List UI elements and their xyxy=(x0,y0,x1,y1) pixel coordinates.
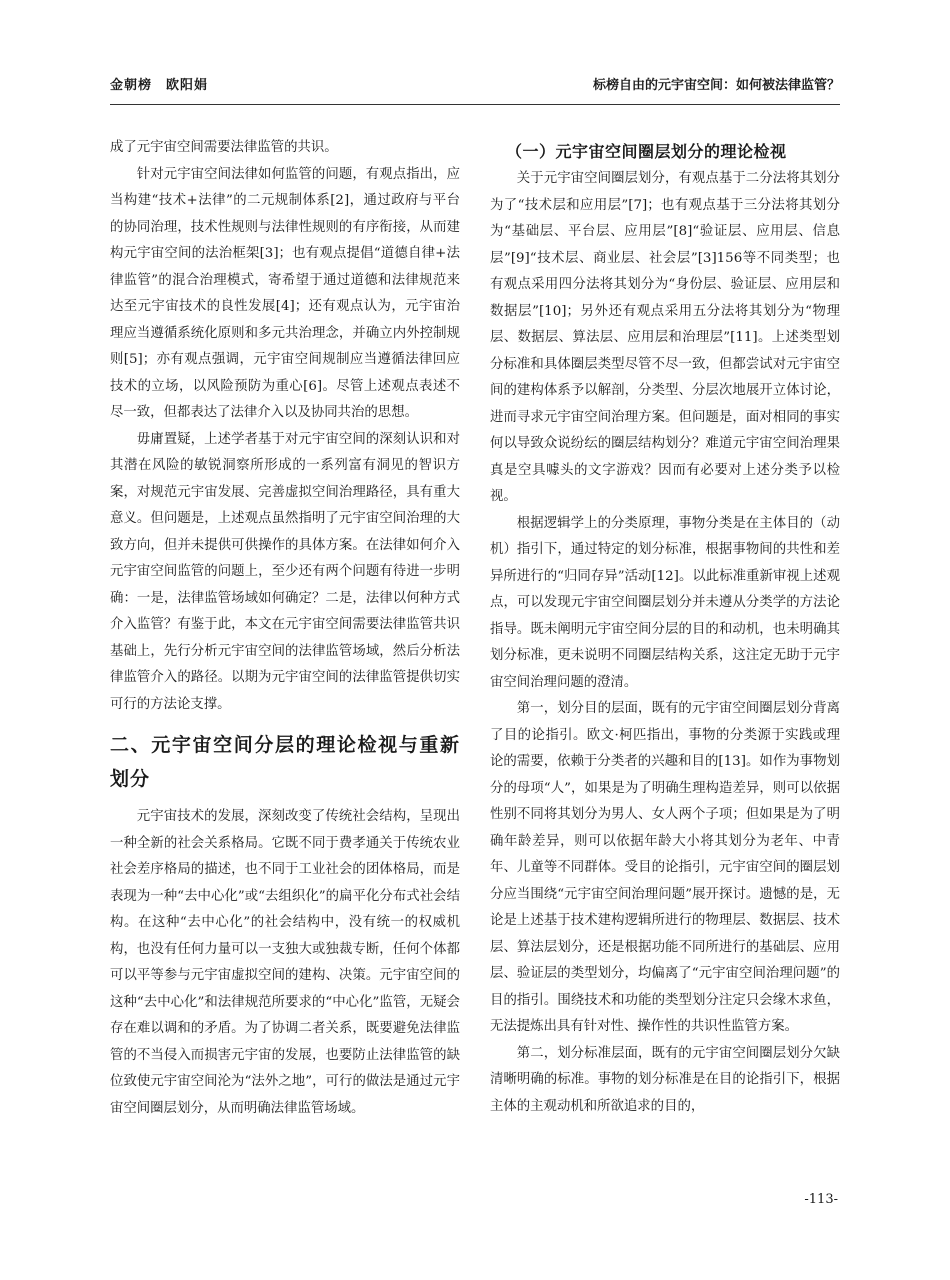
section-heading: 二、元宇宙空间分层的理论检视与重新划分 xyxy=(110,734,460,790)
right-column xyxy=(490,140,840,1120)
paragraph: 根据逻辑学上的分类原理，事物分类是在主体目的（动机）指引下，通过特定的划分标准，根据事物间的共性和差异所进行的“归同存异”活动[12]。以此标准重新审视上述观点，可以发现元宇宙空间圈层划分并未遵从分类学的方法论指导。既未阐明元宇宙空间分层的目的和动机，也未明确其划分标准，更未说明不同圈层结构关系，这注定无助于元宇宙空间治理问题的澄清。 xyxy=(490,515,840,690)
paragraph: 针对元宇宙空间法律如何监管的问题，有观点指出，应当构建“技术+法律”的二元规制体系[2]，通过政府与平台的协同治理，技术性规则与法律性规则的有序衔接，从而建构元宇宙空间的法治框架[3]；也有观点提倡“道德自律+法律监管”的混合治理模式，寄希望于通过道德和法律规范来达至元宇宙技术的良性发展[4]；还有观点认为，元宇宙治理应当遵循系统化原则和多元共治理念，并确立内外控制规则[5]；亦有观点强调，元宇宙空间规制应当遵循法律回应技术的立场，以风险预防为重心[6]。尽管上述观点表述不尽一致，但都表达了法律介入以及协同共治的思想。 xyxy=(110,166,460,420)
paragraph: 第二，划分标准层面，既有的元宇宙空间圈层划分欠缺清晰明确的标准。事物的划分标准是在目的论指引下，根据主体的主观动机和所欲追求的目的， xyxy=(490,1045,840,1114)
paragraph: 第一，划分目的层面，既有的元宇宙空间圈层划分背离了目的论指引。欧文·柯匹指出，事物的分类源于实践或理论的需要，依赖于分类者的兴趣和目的[13]。如作为事物划分的母项“人”，如果是为了明确生理构造差异，则可以依据性别不同将其划分为男人、女人两个子项；但如果是为了明确年龄差异，则可以依据年龄大小将其划分为老年、中青年、儿童等不同群体。受目的论指引，元宇宙空间的圈层划分应当围绕“元宇宙空间治理问题”展开探讨。遗憾的是，无论是上述基于技术建构逻辑所进行的物理层、数据层、技术层、算法层划分，还是根据功能不同所进行的基础层、应用层、验证层的类型划分，均偏离了“元宇宙空间治理问题”的目的指引。围绕技术和功能的类型划分注定只会缘木求鱼，无法提炼出具有针对性、操作性的共识性监管方案。 xyxy=(490,701,840,1034)
subsection-heading: （一）元宇宙空间圈层划分的理论检视 xyxy=(506,142,787,161)
paragraph: 毋庸置疑，上述学者基于对元宇宙空间的深刻认识和对其潜在风险的敏锐洞察所形成的一系列富有洞见的智识方案，对规范元宇宙发展、完善虚拟空间治理路径，具有重大意义。但问题是，上述观点虽然指明了元宇宙空间治理的大致方向，但并未提供可供操作的具体方案。在法律如何介入元宇宙空间监管的问题上，至少还有两个问题有待进一步明确：一是，法律监管场域如何确定？二是，法律以何种方式介入监管？有鉴于此，本文在元宇宙空间需要法律监管共识基础上，先行分析元宇宙空间的法律监管场域，然后分析法律监管介入的路径。以期为元宇宙空间的法律监管提供切实可行的方法论支撑。 xyxy=(110,431,460,712)
header-rule xyxy=(110,104,840,105)
page-number: -113- xyxy=(804,1192,838,1207)
header-title: 标榜自由的元宇宙空间：如何被法律监管？ xyxy=(592,78,840,93)
header-authors: 金朝榜 欧阳娟 xyxy=(110,78,209,93)
running-header xyxy=(110,70,840,100)
paragraph: 关于元宇宙空间圈层划分，有观点基于二分法将其划分为了“技术层和应用层”[7]；也有观点基于三分法将其划分为“基础层、平台层、应用层”[8]“验证层、应用层、信息层”[9]“技术层、商业层、社会层”[3]156等不同类型；也有观点采用四分法将其划分为“身份层、验证层、应用层和数据层”[10]；另外还有观点采用五分法将其划分为“物理层、数据层、算法层、应用层和治理层”[11]。上述类型划分标准和具体圈层类型尽管不尽一致，但都尝试对元宇宙空间的建构体系予以解剖，分类型、分层次地展开立体讨论，进而寻求元宇宙空间治理方案。但问题是，面对相同的事实何以导致众说纷纭的圈层结构划分？难道元宇宙空间治理果真是空具噱头的文字游戏？因而有必要对上述分类予以检视。 xyxy=(490,171,840,504)
left-column xyxy=(110,135,460,1122)
paragraph: 元宇宙技术的发展，深刻改变了传统社会结构，呈现出一种全新的社会关系格局。它既不同于费孝通关于传统农业社会差序格局的描述，也不同于工业社会的团体格局，而是表现为一种“去中心化”或“去组织化”的扁平化分布式社会结构。在这种“去中心化”的社会结构中，没有统一的权威机构，也没有任何力量可以一支独大或独裁专断，任何个体都可以平等参与元宇宙虚拟空间的建构、决策。元宇宙空间的这种“去中心化”和法律规范所要求的“中心化”监管，无疑会存在难以调和的矛盾。为了协调二者关系，既要避免法律监管的不当侵入而损害元宇宙的发展，也要防止法律监管的缺位致使元宇宙空间沦为“法外之地”，可行的做法是通过元宇宙空间圈层划分，从而明确法律监管场域。 xyxy=(110,809,460,1116)
paragraph: 成了元宇宙空间需要法律监管的共识。 xyxy=(110,140,338,155)
